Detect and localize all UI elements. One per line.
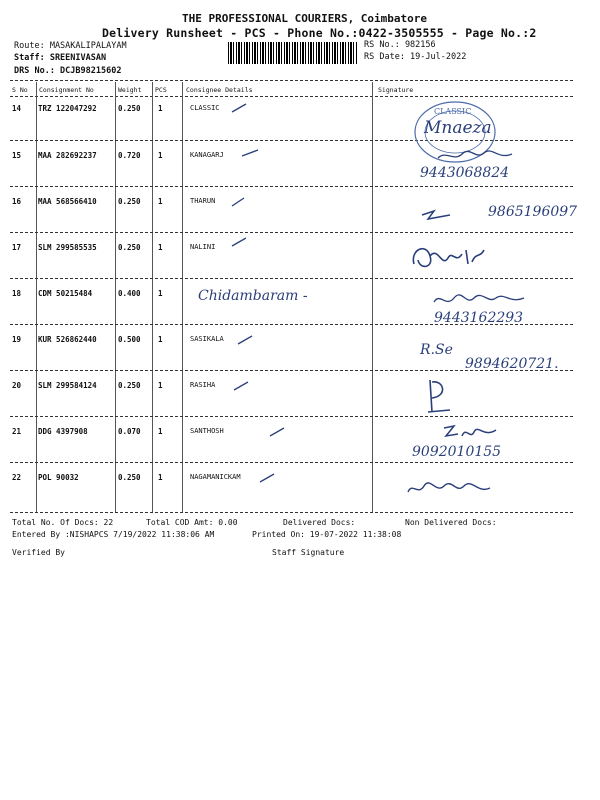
row-consignment: SLM 299585535 <box>38 243 97 252</box>
table-bottom-rule <box>10 512 573 513</box>
row-sno: 21 <box>12 427 22 436</box>
row-weight: 0.250 <box>118 473 141 482</box>
route-label: Route: MASAKALIPALAYAM <box>14 41 127 51</box>
row-consignee: KANAGARJ <box>190 151 224 159</box>
row-weight: 0.250 <box>118 104 141 113</box>
col-divider <box>36 82 37 512</box>
row-pcs: 1 <box>158 197 163 206</box>
row-sno: 17 <box>12 243 22 252</box>
signature-scribble-row18 <box>430 290 530 310</box>
row-consignment: MAA 282692237 <box>38 151 97 160</box>
row-sno: 16 <box>12 197 22 206</box>
row-sno: 22 <box>12 473 22 482</box>
rs-number: RS No.: 982156 <box>364 40 436 50</box>
row-consignee: SANTHOSH <box>190 427 224 435</box>
phone-row15: 9443068824 <box>420 165 510 181</box>
tick-mark <box>258 470 278 486</box>
signature-row14: Mnaeza <box>424 118 492 138</box>
phone-row19: 9894620721. <box>465 356 559 372</box>
row-sno: 14 <box>12 104 22 113</box>
col-divider <box>115 82 116 512</box>
printed-on: Printed On: 19-07-2022 11:38:08 <box>252 530 402 539</box>
row-rule <box>10 232 573 233</box>
phone-row18: 9443162293 <box>434 310 524 326</box>
row-pcs: 1 <box>158 335 163 344</box>
row-consignment: KUR 526862440 <box>38 335 97 344</box>
tick-mark <box>230 234 250 250</box>
signature-row20 <box>424 376 454 416</box>
row-sno: 15 <box>12 151 22 160</box>
row-pcs: 1 <box>158 151 163 160</box>
row-weight: 0.720 <box>118 151 141 160</box>
entered-by: Entered By :NISHAPCS 7/19/2022 11:38:06 AM <box>12 530 215 539</box>
row-consignment: MAA 568566410 <box>38 197 97 206</box>
col-divider <box>372 82 373 512</box>
rs-date: RS Date: 19-Jul-2022 <box>364 52 467 62</box>
row-pcs: 1 <box>158 104 163 113</box>
staff-label: Staff: SREENIVASAN <box>14 53 107 63</box>
row-pcs: 1 <box>158 381 163 390</box>
row-consignment: TRZ 122047292 <box>38 104 97 113</box>
row-weight: 0.250 <box>118 381 141 390</box>
barcode <box>228 42 358 64</box>
row-consignee: CLASSIC <box>190 104 220 112</box>
row-sno: 20 <box>12 381 22 390</box>
signature-scribble-row15 <box>436 148 516 164</box>
col-divider <box>152 82 153 512</box>
row-weight: 0.250 <box>118 197 141 206</box>
stamp-text: CLASSIC <box>434 107 472 116</box>
row-rule <box>10 278 573 279</box>
row-consignee: THARUN <box>190 197 216 205</box>
total-docs: Total No. Of Docs: 22 <box>12 518 114 527</box>
row-consignment: SLM 299584124 <box>38 381 97 390</box>
drs-number: DRS No.: DCJB98215602 <box>14 66 122 76</box>
runsheet-title: Delivery Runsheet - PCS - Phone No.:0422-3505555 - Page No.:2 <box>102 26 537 40</box>
row-consignee: RASIHA <box>190 381 216 389</box>
signature-row21 <box>440 422 500 446</box>
row-weight: 0.250 <box>118 243 141 252</box>
col-header-weight: Weight <box>118 86 142 94</box>
col-header-pcs: PCS <box>155 86 167 94</box>
row-rule <box>10 416 573 417</box>
verified-by: Verified By <box>12 548 65 557</box>
row-pcs: 1 <box>158 427 163 436</box>
row-consignee: NAGAMANICKAM <box>190 473 241 481</box>
col-header-signature: Signature <box>378 86 414 94</box>
row-rule <box>10 186 573 187</box>
staff-signature: Staff Signature <box>272 548 345 557</box>
row-consignment: DDG 4397908 <box>38 427 88 436</box>
row-weight: 0.500 <box>118 335 141 344</box>
phone-row16: 9865196097 <box>488 204 578 220</box>
row-consignee: NALINI <box>190 243 216 251</box>
row-weight: 0.070 <box>118 427 141 436</box>
col-header-consignment: Consignment No <box>39 86 94 94</box>
row-sno: 18 <box>12 289 22 298</box>
tick-mark <box>240 146 260 162</box>
signature-scribble-row16 <box>420 205 460 225</box>
tick-mark <box>232 378 252 394</box>
row-pcs: 1 <box>158 289 163 298</box>
col-divider <box>182 82 183 512</box>
row-pcs: 1 <box>158 473 163 482</box>
row-consignment: CDM 50215484 <box>38 289 93 298</box>
signature-row22 <box>404 478 494 500</box>
row-consignee: SASIKALA <box>190 335 224 343</box>
tick-mark <box>268 424 288 440</box>
phone-row21: 9092010155 <box>412 444 502 460</box>
table-top-rule <box>10 80 573 81</box>
signature-row19: R.Se <box>420 342 453 358</box>
col-header-sno: S No <box>12 86 28 94</box>
company-title: THE PROFESSIONAL COURIERS, Coimbatore <box>182 12 428 25</box>
handwritten-name-row18: Chidambaram - <box>198 288 308 304</box>
row-weight: 0.400 <box>118 289 141 298</box>
header-bottom-rule <box>10 96 573 97</box>
row-sno: 19 <box>12 335 22 344</box>
signature-row17 <box>408 240 488 272</box>
row-pcs: 1 <box>158 243 163 252</box>
tick-mark <box>236 332 256 348</box>
total-cod: Total COD Amt: 0.00 <box>146 518 238 527</box>
tick-mark <box>230 194 250 210</box>
row-consignment: POL 90032 <box>38 473 79 482</box>
tick-mark <box>230 100 250 116</box>
delivered-docs: Delivered Docs: <box>283 518 356 527</box>
non-delivered-docs: Non Delivered Docs: <box>405 518 497 527</box>
col-header-consignee: Consignee Details <box>186 86 253 94</box>
row-rule <box>10 462 573 463</box>
